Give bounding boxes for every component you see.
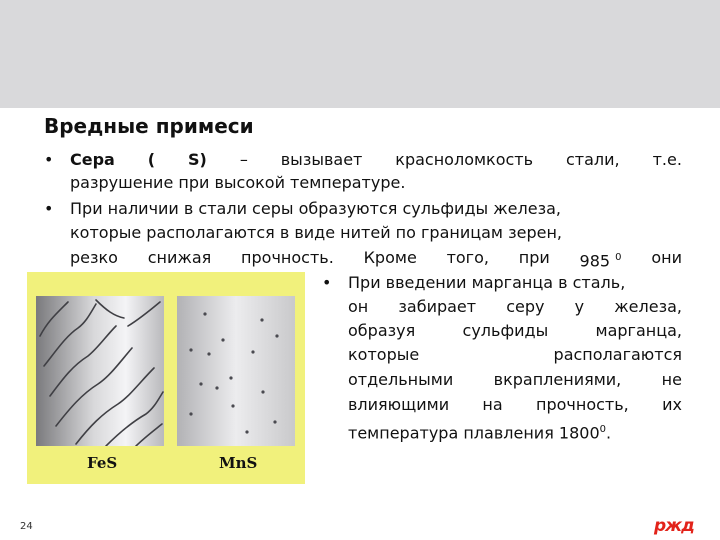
text-word: на xyxy=(482,395,503,414)
bullet-marker: • xyxy=(44,199,54,218)
text-word: прочность, xyxy=(536,395,629,414)
text-word: располагаются xyxy=(553,345,682,364)
text-word: он xyxy=(348,297,369,316)
bullet-2-line-3 xyxy=(70,247,682,272)
text-word: их xyxy=(662,395,682,414)
text-word: вызывает xyxy=(280,150,363,169)
text-word: сульфиды xyxy=(462,321,549,340)
bullet-3-line-1: При введении марганца в сталь, xyxy=(348,273,626,292)
bullet-2-line-2: которые располагаются в виде нитей по границам зерен, xyxy=(70,223,562,242)
text-word: влияющими xyxy=(348,395,450,414)
fes-caption: FeS xyxy=(87,454,118,472)
text-word: железа, xyxy=(614,297,682,316)
bullet-1-line-1 xyxy=(70,149,682,171)
text-word: образуя xyxy=(348,321,416,340)
bullet-marker: • xyxy=(44,150,54,169)
text-word: Сера xyxy=(70,150,115,169)
sulfide-inclusions xyxy=(177,296,295,446)
text-word: Кроме xyxy=(363,248,417,267)
header-band xyxy=(0,0,720,108)
text-word: т.е. xyxy=(652,150,682,169)
bullet-3-line-6 xyxy=(348,394,682,416)
rzd-logo: ржд xyxy=(654,516,694,536)
text-word: 985 $^0$ xyxy=(579,251,622,271)
text-word: резко xyxy=(70,248,118,267)
text-word: которые xyxy=(348,345,420,364)
text-word: прочность. xyxy=(241,248,334,267)
text-word: при xyxy=(518,248,550,267)
text-word: стали, xyxy=(566,150,620,169)
text-word: вкраплениями, xyxy=(493,370,622,389)
microstructure-figure xyxy=(27,272,305,484)
slide-title: Вредные примеси xyxy=(44,114,254,138)
text-word: у xyxy=(574,297,585,316)
text-word: S) xyxy=(188,150,207,169)
bullet-2-line-1: При наличии в стали серы образуются сульфиды железа, xyxy=(70,199,561,218)
text-word: серу xyxy=(506,297,545,316)
text-word: снижая xyxy=(147,248,212,267)
bullet-3-line-2 xyxy=(348,296,682,318)
bullet-3-line-5 xyxy=(348,369,682,391)
text-word: – xyxy=(239,150,248,169)
bullet-marker: • xyxy=(322,273,332,292)
bullet-3-line-7 xyxy=(348,419,611,444)
bullet-1-line-2: разрушение при высокой температуре. xyxy=(70,173,406,192)
bullet-3-line-4 xyxy=(348,344,682,366)
text-word: марганца, xyxy=(595,321,682,340)
sulfide-filaments xyxy=(36,296,164,446)
text-word: они xyxy=(651,248,682,267)
degree-superscript: 0 xyxy=(599,424,606,435)
text-word: забирает xyxy=(398,297,477,316)
text-word: не xyxy=(661,370,682,389)
degree-superscript: 0 xyxy=(615,252,622,263)
text-fragment: температура плавления 1800 xyxy=(348,423,600,443)
text-fragment: . xyxy=(606,423,612,443)
fes-micrograph xyxy=(36,296,164,446)
bullet-3-line-3 xyxy=(348,320,682,342)
text-word: ( xyxy=(147,150,156,169)
text-word: красноломкость xyxy=(395,150,534,169)
mns-caption: MnS xyxy=(219,454,258,472)
text-word: того, xyxy=(446,248,489,267)
text-word: отдельными xyxy=(348,370,454,389)
page-number: 24 xyxy=(20,521,33,532)
mns-micrograph xyxy=(177,296,295,446)
